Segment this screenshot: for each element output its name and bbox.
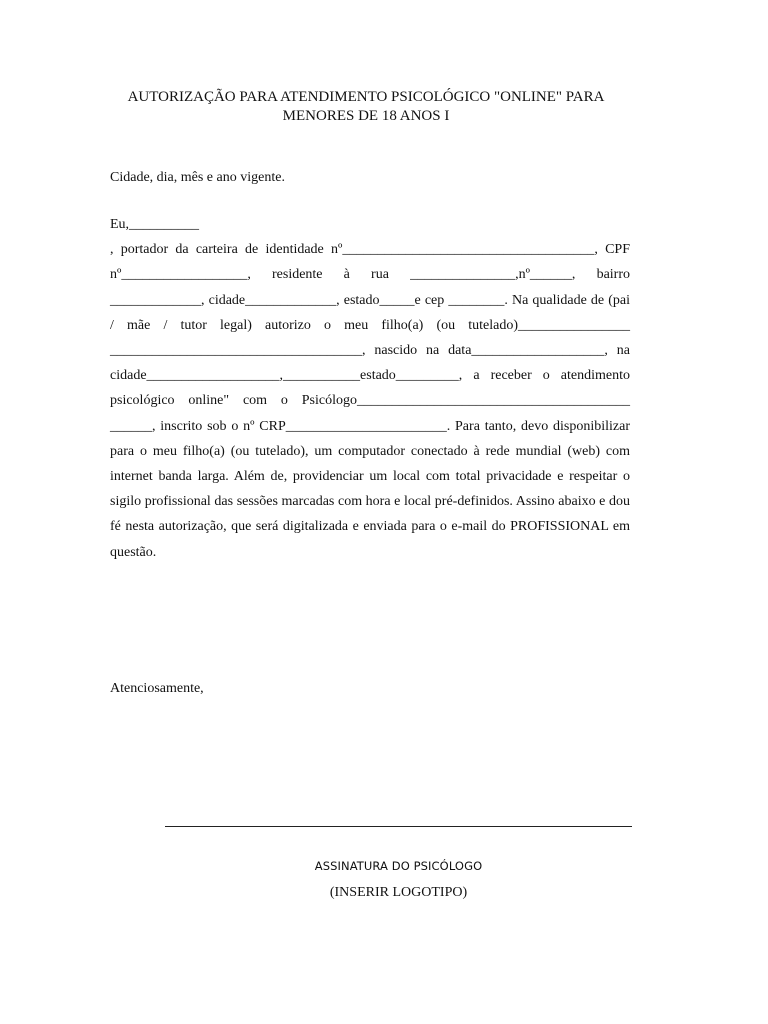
- signature-label: ASSINATURA DO PSICÓLOGO: [314, 859, 483, 873]
- title-line-2: MENORES DE 18 ANOS I: [282, 108, 450, 124]
- closing-text: Atenciosamente,: [110, 681, 204, 696]
- body-paragraph: , portador da carteira de identidade nº____________________________________, CPF nº__________________, residente à rua _______________,nº______, bairro _____________, cidade_____________, estado_____e cep ________. Na qualidade de (pai / mãe / tutor legal) autorizo o meu filho(a) (ou tutelado)________________ ____________________________________, nascido na data___________________, na cidade___________________,___________estado_________, a receber o atendimento psicológico online" com o Psicólogo_______________________________________ ______, inscrito sob o nº CRP_______________________. Para tanto, devo disponibilizar para o meu filho(a) (ou tutelado), um computador conectado à rede mundial (web) com internet banda larga. Além de, providenciar um local com total privacidade e respeitar o sigilo profissional das sessões marcadas com hora e local pré-definidos. Assino abaixo e dou fé nesta autorização, que será digitalizada e enviada para o e-mail do PROFISSIONAL em questão.: [110, 242, 630, 560]
- logo-placeholder: (INSERIR LOGOTIPO): [329, 885, 468, 900]
- authorization-body: [110, 212, 630, 565]
- body-opening: Eu,__________: [110, 217, 200, 232]
- document-title: [100, 88, 632, 126]
- signature-line: [165, 826, 632, 827]
- date-line: Cidade, dia, mês e ano vigente.: [110, 170, 285, 185]
- title-line-1: AUTORIZAÇÃO PARA ATENDIMENTO PSICOLÓGICO "ONLINE" PARA: [127, 89, 605, 105]
